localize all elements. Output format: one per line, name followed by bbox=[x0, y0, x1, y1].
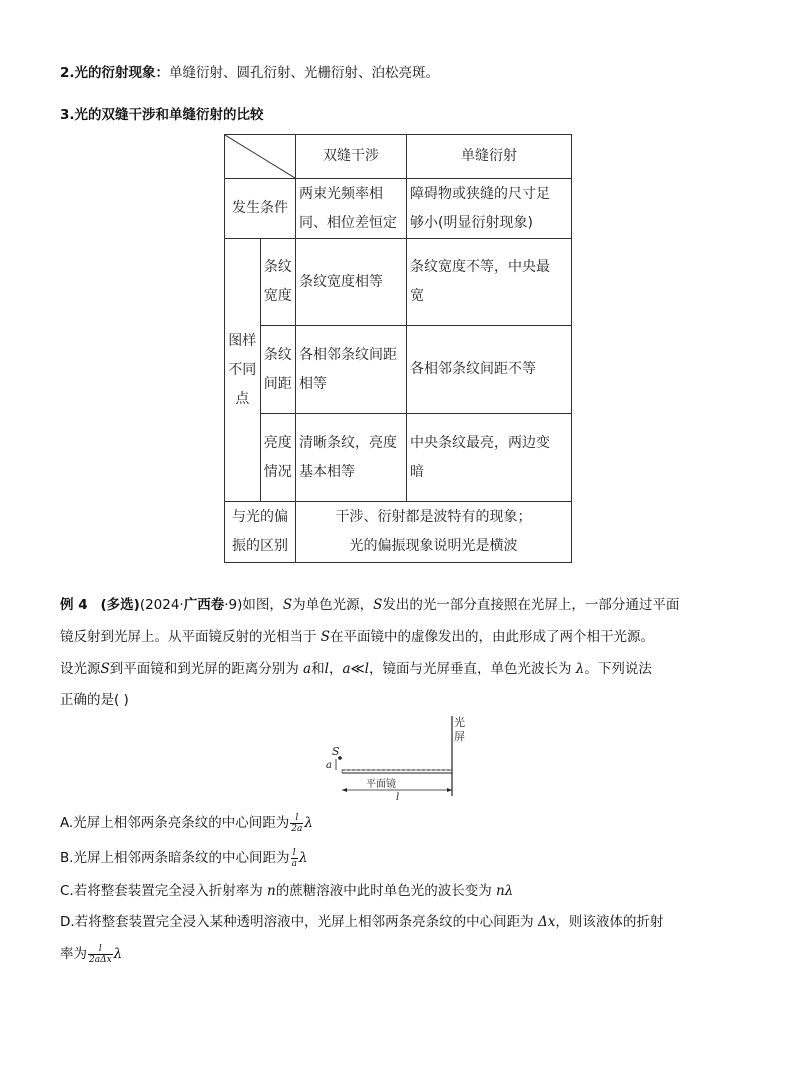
cell-brightness-double: 清晰条纹，亮度 基本相等 bbox=[296, 414, 407, 502]
header-double-slit: 双缝干涉 bbox=[296, 135, 407, 179]
corner-diagonal bbox=[225, 135, 295, 178]
example-line-3: 设光源S到平面镜和到光屏的距离分别为 a和l，a≪l，镜面与光屏垂直，单色光波长为 λ。下列说法 bbox=[60, 661, 652, 677]
row-condition-label: 发生条件 bbox=[225, 179, 296, 239]
l-arrow-left bbox=[342, 788, 347, 792]
l-arrow-right bbox=[447, 788, 452, 792]
option-a-fraction: $\frac{l}{2a}$ bbox=[291, 812, 303, 834]
section2-title: 光的衍射现象 bbox=[74, 65, 156, 81]
option-d: D.若将整套装置完全浸入某种透明溶液中，光屏上相邻两条亮条纹的中心间距为 Δx，则该液体的折射 bbox=[60, 914, 664, 930]
option-d-fraction: $\frac{l}{\text{2aΔx}}$ bbox=[89, 943, 112, 965]
mirror-diagram bbox=[326, 714, 476, 804]
section2-line bbox=[60, 61, 439, 81]
section2-text: 单缝衍射、圆孔衍射、光栅衍射、泊松亮斑。 bbox=[169, 65, 440, 81]
cell-condition-double: 两束光频率相 同、相位差恒定 bbox=[296, 179, 407, 239]
option-b: B.光屏上相邻两条暗条纹的中心间距为 $\frac{l}{a}$ λ bbox=[60, 847, 308, 869]
option-b-fraction: $\frac{l}{a}$ bbox=[291, 847, 297, 869]
example-source: 广西卷 bbox=[183, 597, 225, 613]
row-diff-label: 图样 不同 点 bbox=[225, 239, 261, 502]
row-width-label: 条纹 宽度 bbox=[260, 239, 296, 326]
example-line-1: 例 4 (多选)(2024·广西卷·9)如图，S为单色光源，S发出的光一部分直接照在光屏上，一部分通过平面 bbox=[60, 597, 680, 613]
cell-width-single: 条纹宽度不等，中央最 宽 bbox=[407, 239, 572, 326]
table-corner-cell bbox=[225, 135, 296, 179]
cell-spacing-single: 各相邻条纹间距不等 bbox=[407, 326, 572, 414]
row-spacing-label: 条纹 间距 bbox=[260, 326, 296, 414]
a-label: a bbox=[326, 760, 332, 771]
example-tag: 例 4 bbox=[60, 597, 88, 613]
header-single-slit: 单缝衍射 bbox=[407, 135, 572, 179]
option-c: C.若将整套装置完全浸入折射率为 n的蔗糖溶液中此时单色光的波长变为 nλ bbox=[60, 883, 514, 899]
option-d-line2: 率为 $\frac{l}{\text{2aΔx}}$ λ bbox=[60, 943, 123, 965]
cell-width-double: 条纹宽度相等 bbox=[296, 239, 407, 326]
example-line-2: 镜反射到光屏上。从平面镜反射的光相当于 S在平面镜中的虚像发出的，由此形成了两个相干光源。 bbox=[60, 629, 655, 645]
l-label: l bbox=[396, 792, 400, 803]
cell-condition-single: 障碍物或狭缝的尺寸足 够小(明显衍射现象) bbox=[407, 179, 572, 239]
option-a: A.光屏上相邻两条亮条纹的中心间距为 $\frac{l}{2a}$ λ bbox=[60, 812, 313, 834]
source-label: S bbox=[332, 745, 340, 758]
cell-brightness-single: 中央条纹最亮，两边变 暗 bbox=[407, 414, 572, 502]
example-line-4: 正确的是( ) bbox=[60, 692, 129, 708]
cell-polarization-text: 干涉、衍射都是波特有的现象； 光的偏振现象说明光是横波 bbox=[296, 502, 572, 563]
section3-title: 3.光的双缝干涉和单缝衍射的比较 bbox=[60, 107, 264, 123]
section2-colon: ： bbox=[155, 65, 170, 81]
cell-spacing-double: 各相邻条纹间距 相等 bbox=[296, 326, 407, 414]
comparison-table bbox=[224, 134, 572, 563]
row-brightness-label: 亮度 情况 bbox=[260, 414, 296, 502]
row-polarization-label: 与光的偏 振的区别 bbox=[225, 502, 296, 563]
example-multi: (多选) bbox=[100, 597, 140, 613]
screen-label-2: 屏 bbox=[454, 731, 465, 743]
section2-number: 2. bbox=[60, 65, 75, 81]
mirror-label: 平面镜 bbox=[366, 779, 396, 790]
screen-label-1: 光 bbox=[454, 717, 465, 729]
